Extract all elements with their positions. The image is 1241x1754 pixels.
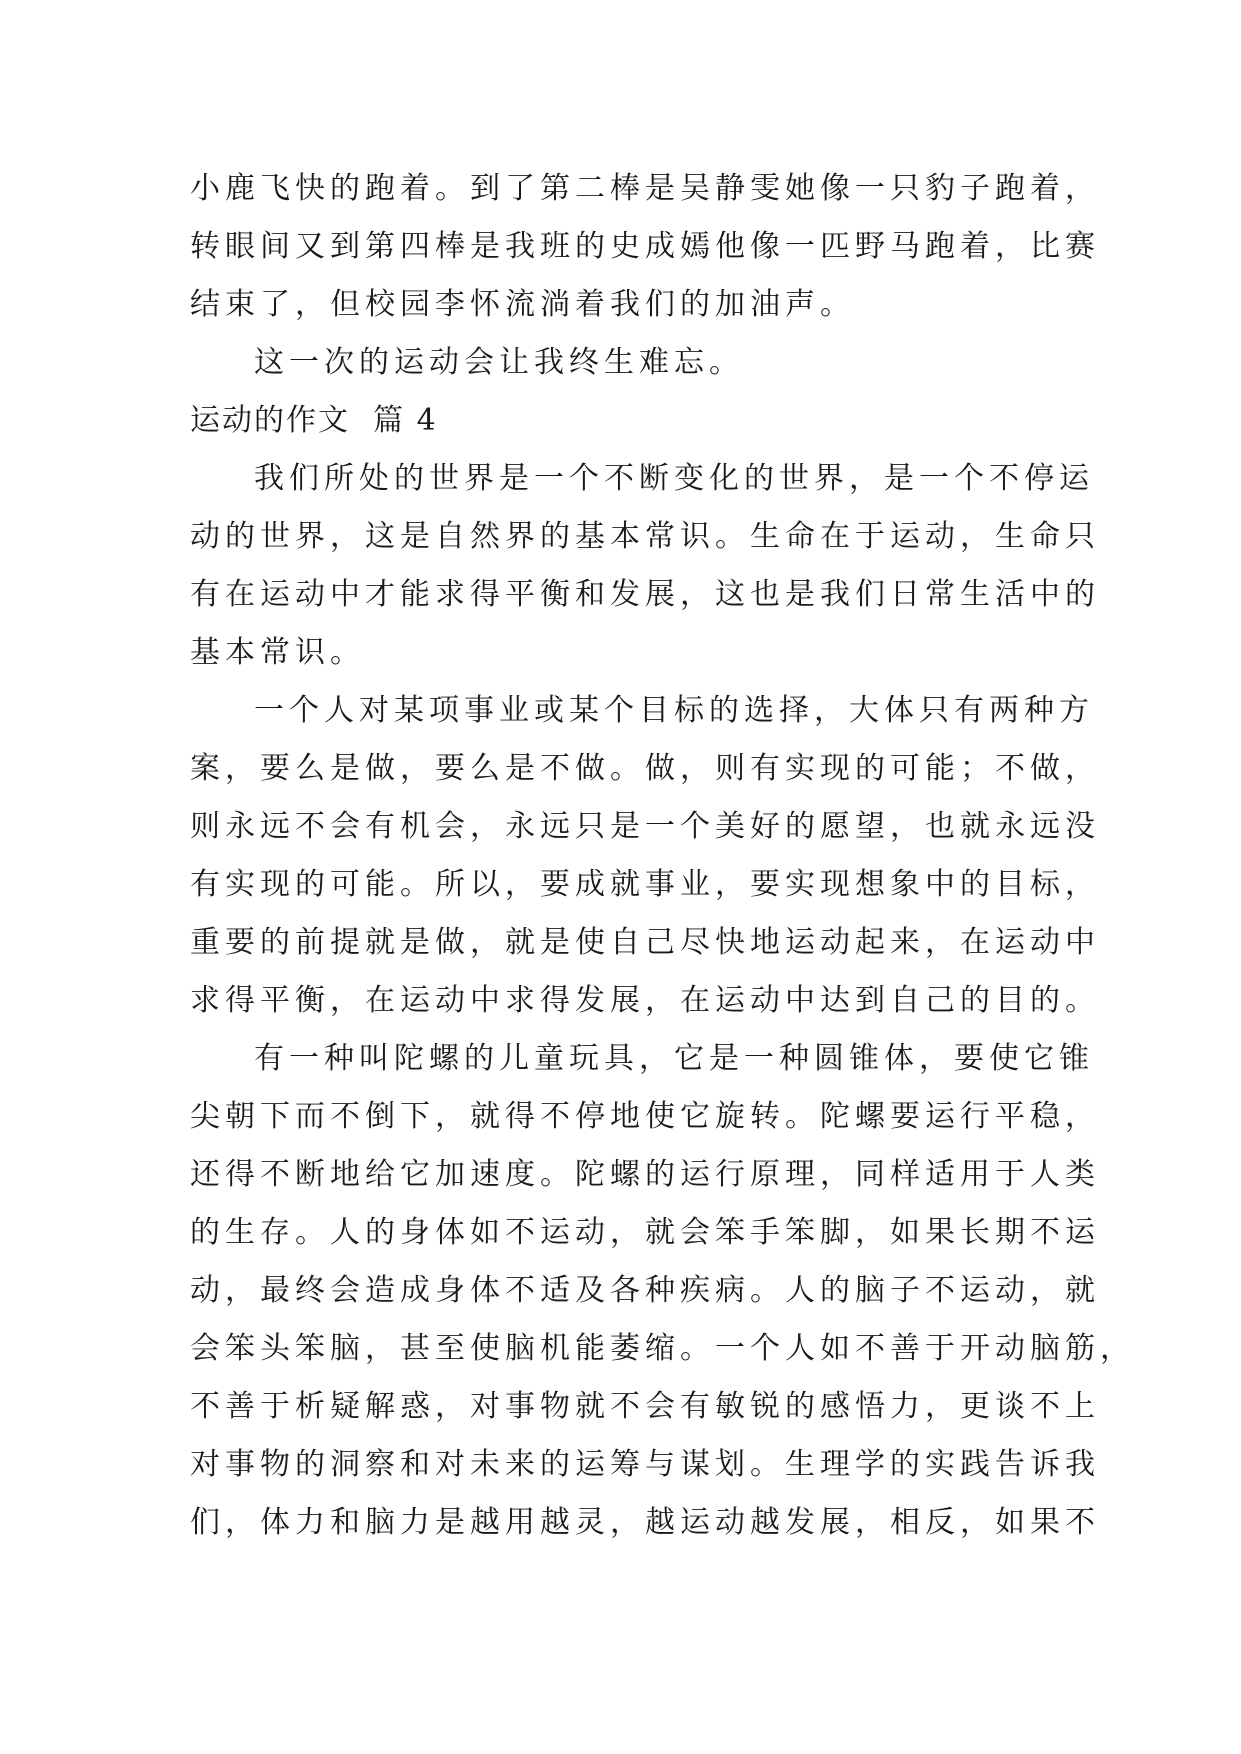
paragraph-line: 不善于析疑解惑，对事物就不会有敏锐的感悟力，更谈不上 — [190, 1389, 1100, 1424]
paragraph-5 — [190, 1030, 1135, 1552]
paragraph-line: 求得平衡，在运动中求得发展，在运动中达到自己的目的。 — [190, 983, 1100, 1018]
paragraph-line: 有在运动中才能求得平衡和发展，这也是我们日常生活中的 — [190, 577, 1100, 612]
paragraph-1 — [190, 160, 1100, 334]
paragraph-line: 的生存。人的身体如不运动，就会笨手笨脚，如果长期不运 — [190, 1215, 1100, 1250]
paragraph-line: 有实现的可能。所以，要成就事业，要实现想象中的目标， — [190, 867, 1100, 902]
paragraph-line: 尖朝下而不倒下，就得不停地使它旋转。陀螺要运行平稳， — [190, 1099, 1100, 1134]
paragraph-line: 案，要么是做，要么是不做。做，则有实现的可能；不做， — [190, 751, 1100, 786]
paragraph-line: 结束了，但校园李怀流淌着我们的加油声。 — [190, 287, 855, 322]
paragraph-line: 基本常识。 — [190, 635, 365, 670]
paragraph-3 — [190, 450, 1100, 682]
paragraph-line: 这一次的运动会让我终生难忘。 — [254, 345, 744, 380]
paragraph-line: 转眼间又到第四棒是我班的史成嫣他像一匹野马跑着，比赛 — [190, 229, 1100, 264]
paragraph-line: 小鹿飞快的跑着。到了第二棒是吴静雯她像一只豹子跑着， — [190, 171, 1100, 206]
paragraph-line: 一个人对某项事业或某个目标的选择，大体只有两种方 — [254, 693, 1094, 728]
paragraph-line: 对事物的洞察和对未来的运筹与谋划。生理学的实践告诉我 — [190, 1447, 1100, 1482]
paragraph-line: 动，最终会造成身体不适及各种疾病。人的脑子不运动，就 — [190, 1273, 1100, 1308]
paragraph-4 — [190, 682, 1100, 1030]
section-heading: 运动的作文 篇 4 — [190, 403, 438, 438]
paragraph-line: 会笨头笨脑，甚至使脑机能萎缩。一个人如不善于开动脑筋， — [190, 1331, 1135, 1366]
paragraph-line: 还得不断地给它加速度。陀螺的运行原理，同样适用于人类 — [190, 1157, 1100, 1192]
document-body — [190, 160, 1135, 1552]
paragraph-line: 动的世界，这是自然界的基本常识。生命在于运动，生命只 — [190, 519, 1100, 554]
paragraph-line: 们，体力和脑力是越用越灵，越运动越发展，相反，如果不 — [190, 1505, 1100, 1540]
paragraph-line: 我们所处的世界是一个不断变化的世界，是一个不停运 — [254, 461, 1094, 496]
paragraph-2 — [190, 334, 1070, 392]
paragraph-line: 则永远不会有机会，永远只是一个美好的愿望，也就永远没 — [190, 809, 1100, 844]
paragraph-line: 有一种叫陀螺的儿童玩具，它是一种圆锥体，要使它锥 — [254, 1041, 1094, 1076]
paragraph-line: 重要的前提就是做，就是使自己尽快地运动起来，在运动中 — [190, 925, 1100, 960]
